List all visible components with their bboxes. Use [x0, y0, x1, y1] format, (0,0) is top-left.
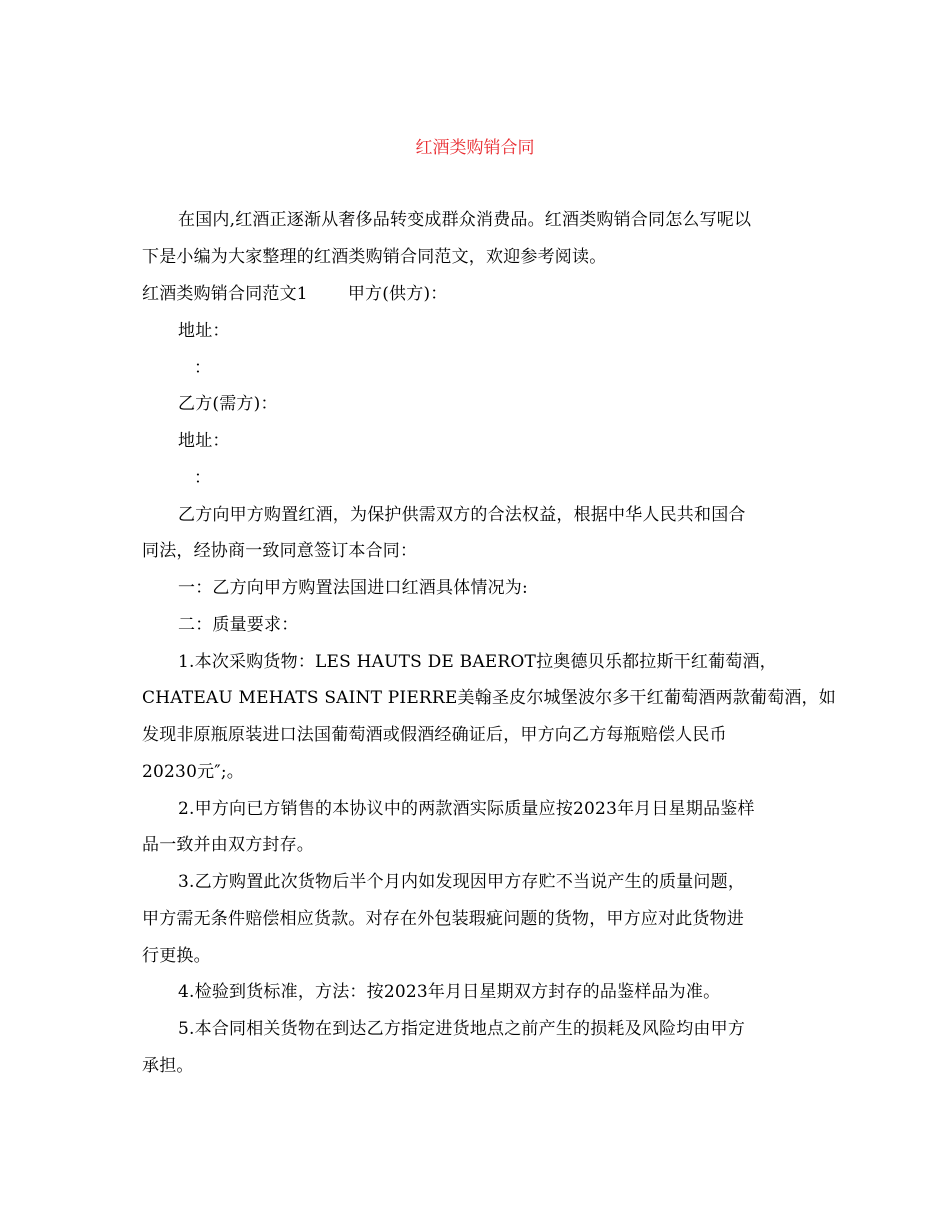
intro-line-2: 下是小编为大家整理的红酒类购销合同范文，欢迎参考阅读。 — [142, 247, 607, 267]
preamble-line-2: 同法，经协商一致同意签订本合同： — [142, 541, 418, 561]
section-2-heading: 二：质量要求： — [178, 615, 299, 635]
intro-line-1: 在国内,红酒正逐渐从奢侈品转变成群众消费品。红酒类购销合同怎么写呢以 — [178, 210, 752, 230]
item-5-line-2: 承担。 — [142, 1056, 194, 1076]
item-3-line-3: 行更换。 — [142, 946, 211, 966]
party-b-label: 乙方(需方)： — [178, 394, 278, 414]
party-a-label: 甲方(供方)： — [347, 284, 448, 304]
sample-heading-line — [142, 282, 448, 306]
sample-heading: 红酒类购销合同范文1 — [142, 284, 308, 304]
item-2-line-2: 品一致并由双方封存。 — [142, 835, 314, 855]
item-3-line-2: 甲方需无条件赔偿相应货款。对存在外包装瑕疵问题的货物，甲方应对此货物进 — [142, 909, 744, 929]
item-5-line-1: 5.本合同相关货物在到达乙方指定进货地点之前产生的损耗及风险均由甲方 — [178, 1019, 746, 1039]
item-2-line-1: 2.甲方向已方销售的本协议中的两款酒实际质量应按2023年月日星期品鉴样 — [178, 799, 755, 819]
section-1-heading: 一：乙方向甲方购置法国进口红酒具体情况为: — [178, 578, 528, 598]
colon-a: ： — [194, 358, 212, 378]
colon-b: ： — [194, 468, 212, 488]
address-b-label: 地址： — [178, 431, 230, 451]
address-a-label: 地址： — [178, 321, 230, 341]
item-3-line-1: 3.乙方购置此次货物后半个月内如发现因甲方存贮不当说产生的质量问题， — [178, 872, 746, 892]
item-1-line-4: 20230元″;。 — [142, 762, 244, 782]
item-1-line-2: CHATEAU MEHATS SAINT PIERRE美翰圣皮尔城堡波尔多干红葡萄酒两款葡萄酒，如 — [142, 688, 836, 708]
item-4-line-1: 4.检验到货标准，方法：按2023年月日星期双方封存的品鉴样品为准。 — [178, 982, 721, 1002]
preamble-line-1: 乙方向甲方购置红酒，为保护供需双方的合法权益，根据中华人民共和国合 — [178, 505, 746, 525]
document-title: 红酒类购销合同 — [415, 138, 535, 158]
item-1-line-1: 1.本次采购货物：LES HAUTS DE BAEROT拉奥德贝乐都拉斯干红葡萄酒， — [178, 652, 777, 672]
item-1-line-3: 发现非原瓶原装进口法国葡萄酒或假酒经确证后，甲方向乙方每瓶赔偿人民币 — [142, 725, 727, 745]
